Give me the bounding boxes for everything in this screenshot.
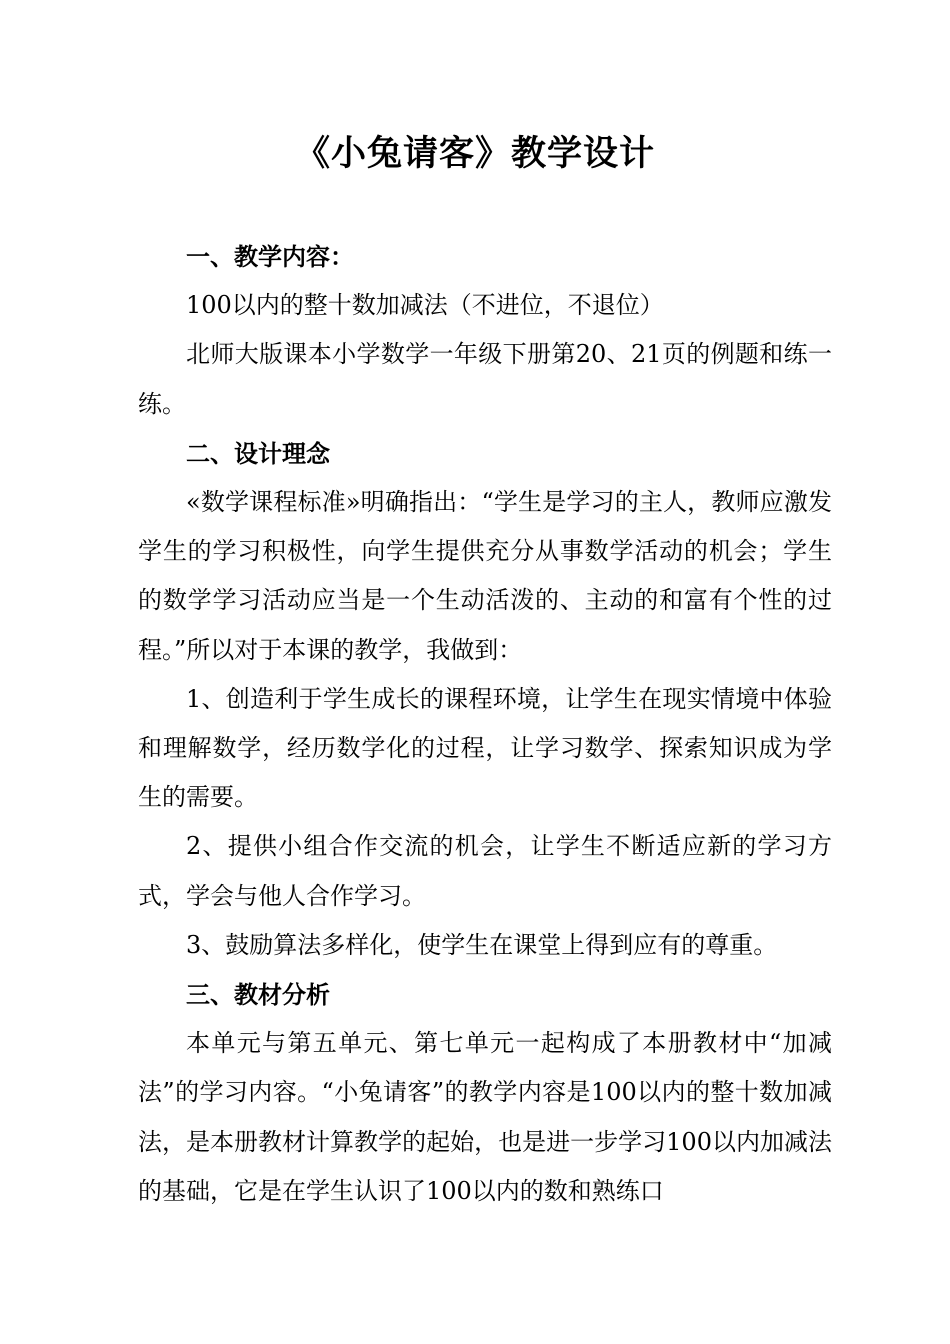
paragraph-point-1: 1、创造利于学生成长的课程环境，让学生在现实情境中体验和理解数学，经历数学化的过程，让学习数学、探索知识成为学生的需要。 [138, 684, 832, 812]
section-heading-concept: 二、设计理念 [186, 438, 330, 468]
paragraph-curriculum-quote: «数学课程标准»明确指出：“学生是学习的主人，教师应激发学生的学习积极性，向学生提供充分从事数学活动的机会；学生的数学学习活动应当是一个生动活泼的、主动的和富有个性的过程。”所以对于本课的教学，我做到： [138, 488, 832, 664]
paragraph-point-2: 2、提供小组合作交流的机会，让学生不断适应新的学习方式，学会与他人合作学习。 [138, 832, 832, 910]
document-title: 《小兔请客》教学设计 [294, 133, 655, 174]
paragraph-textbook-source: 北师大版课本小学数学一年级下册第20、21页的例题和练一练。 [138, 340, 832, 418]
section-heading-content: 一、教学内容： [186, 242, 354, 271]
document-body [138, 232, 832, 1216]
paragraph-topic: 100以内的整十数加减法（不进位，不退位） [186, 291, 664, 320]
paragraph-point-3: 3、鼓励算法多样化，使学生在课堂上得到应有的尊重。 [186, 930, 778, 959]
section-heading-analysis: 三、教材分析 [186, 980, 330, 1010]
paragraph-analysis: 本单元与第五单元、第七单元一起构成了本册教材中“加减法”的学习内容。“小兔请客”的教学内容是100以内的整十数加减法，是本册教材计算教学的起始，也是进一步学习100以内加减法的基础，它是在学生认识了100以内的数和熟练口 [138, 1029, 832, 1205]
